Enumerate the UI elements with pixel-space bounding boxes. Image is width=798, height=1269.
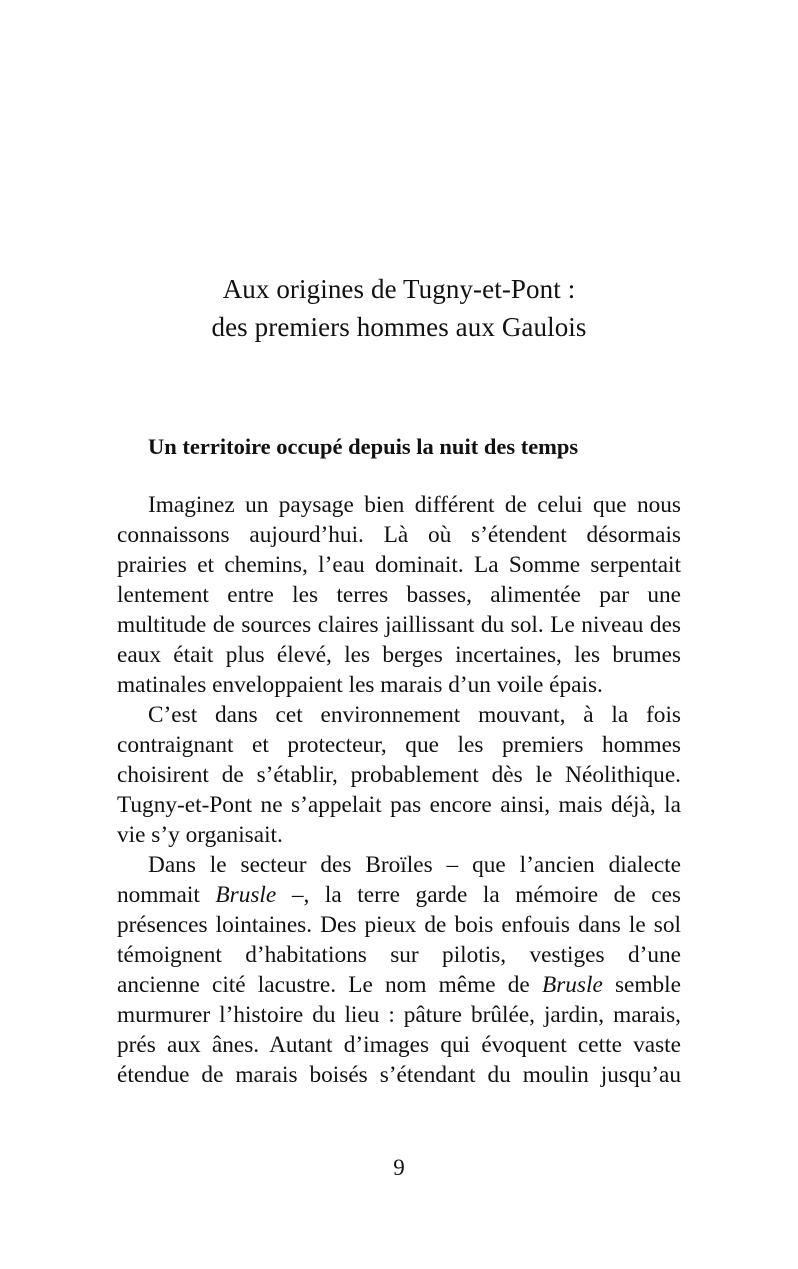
text-line: murmurer l’histoire du lieu : pâture brûlée, jardin, marais, (117, 1002, 681, 1028)
chapter-title-line-1: Aux origines de Tugny-et-Pont : (222, 274, 576, 304)
text-fragment: –, la terre garde la mémoire de ces (276, 882, 681, 908)
text-line: C’est dans cet environnement mouvant, à la fois (148, 702, 681, 728)
text-line: contraignant et protecteur, que les premiers hommes (117, 732, 681, 758)
chapter-title-line-2: des premiers hommes aux Gaulois (211, 312, 587, 342)
text-line: lentement entre les terres basses, alimentée par une (117, 582, 681, 608)
text-line: étendue de marais boisés s’étendant du moulin jusqu’au (117, 1062, 681, 1088)
text-line: Dans le secteur des Broïles – que l’ancien dialecte (148, 852, 681, 878)
text-line: prairies et chemins, l’eau dominait. La Somme serpentait (117, 552, 681, 578)
text-line: multitude de sources claires jaillissant du sol. Le niveau des (117, 612, 681, 638)
text-line: Tugny-et-Pont ne s’appelait pas encore ainsi, mais déjà, la (117, 792, 681, 818)
section-title: Un territoire occupé depuis la nuit des temps (148, 434, 579, 459)
text-line: témoignent d’habitations sur pilotis, vestiges d’une (117, 942, 681, 968)
body-text (117, 490, 681, 1090)
text-line: connaissons aujourd’hui. Là où s’étendent désormais (117, 522, 681, 548)
text-line (117, 970, 681, 1000)
text-line: choisirent de s’établir, probablement dès le Néolithique. (117, 762, 681, 788)
text-fragment: nommait (117, 882, 216, 908)
text-fragment: semble (602, 972, 681, 998)
text-fragment: ancienne cité lacustre. Le nom même de (117, 972, 542, 998)
text-line: présences lointaines. Des pieux de bois enfouis dans le sol (117, 912, 681, 938)
text-line: Imaginez un paysage bien différent de celui que nous (148, 492, 681, 518)
page-number: 9 (393, 1155, 405, 1180)
text-line: eaux était plus élevé, les berges incertaines, les brumes (117, 642, 681, 668)
text-line: vie s’y organisait. (117, 822, 283, 848)
emphasized-word: Brusle (541, 972, 603, 998)
text-line (117, 880, 681, 910)
chapter-title (117, 270, 681, 346)
emphasized-word: Brusle (215, 882, 277, 908)
text-line: matinales enveloppaient les marais d’un voile épais. (117, 672, 603, 698)
text-line: prés aux ânes. Autant d’images qui évoquent cette vaste (117, 1032, 681, 1058)
